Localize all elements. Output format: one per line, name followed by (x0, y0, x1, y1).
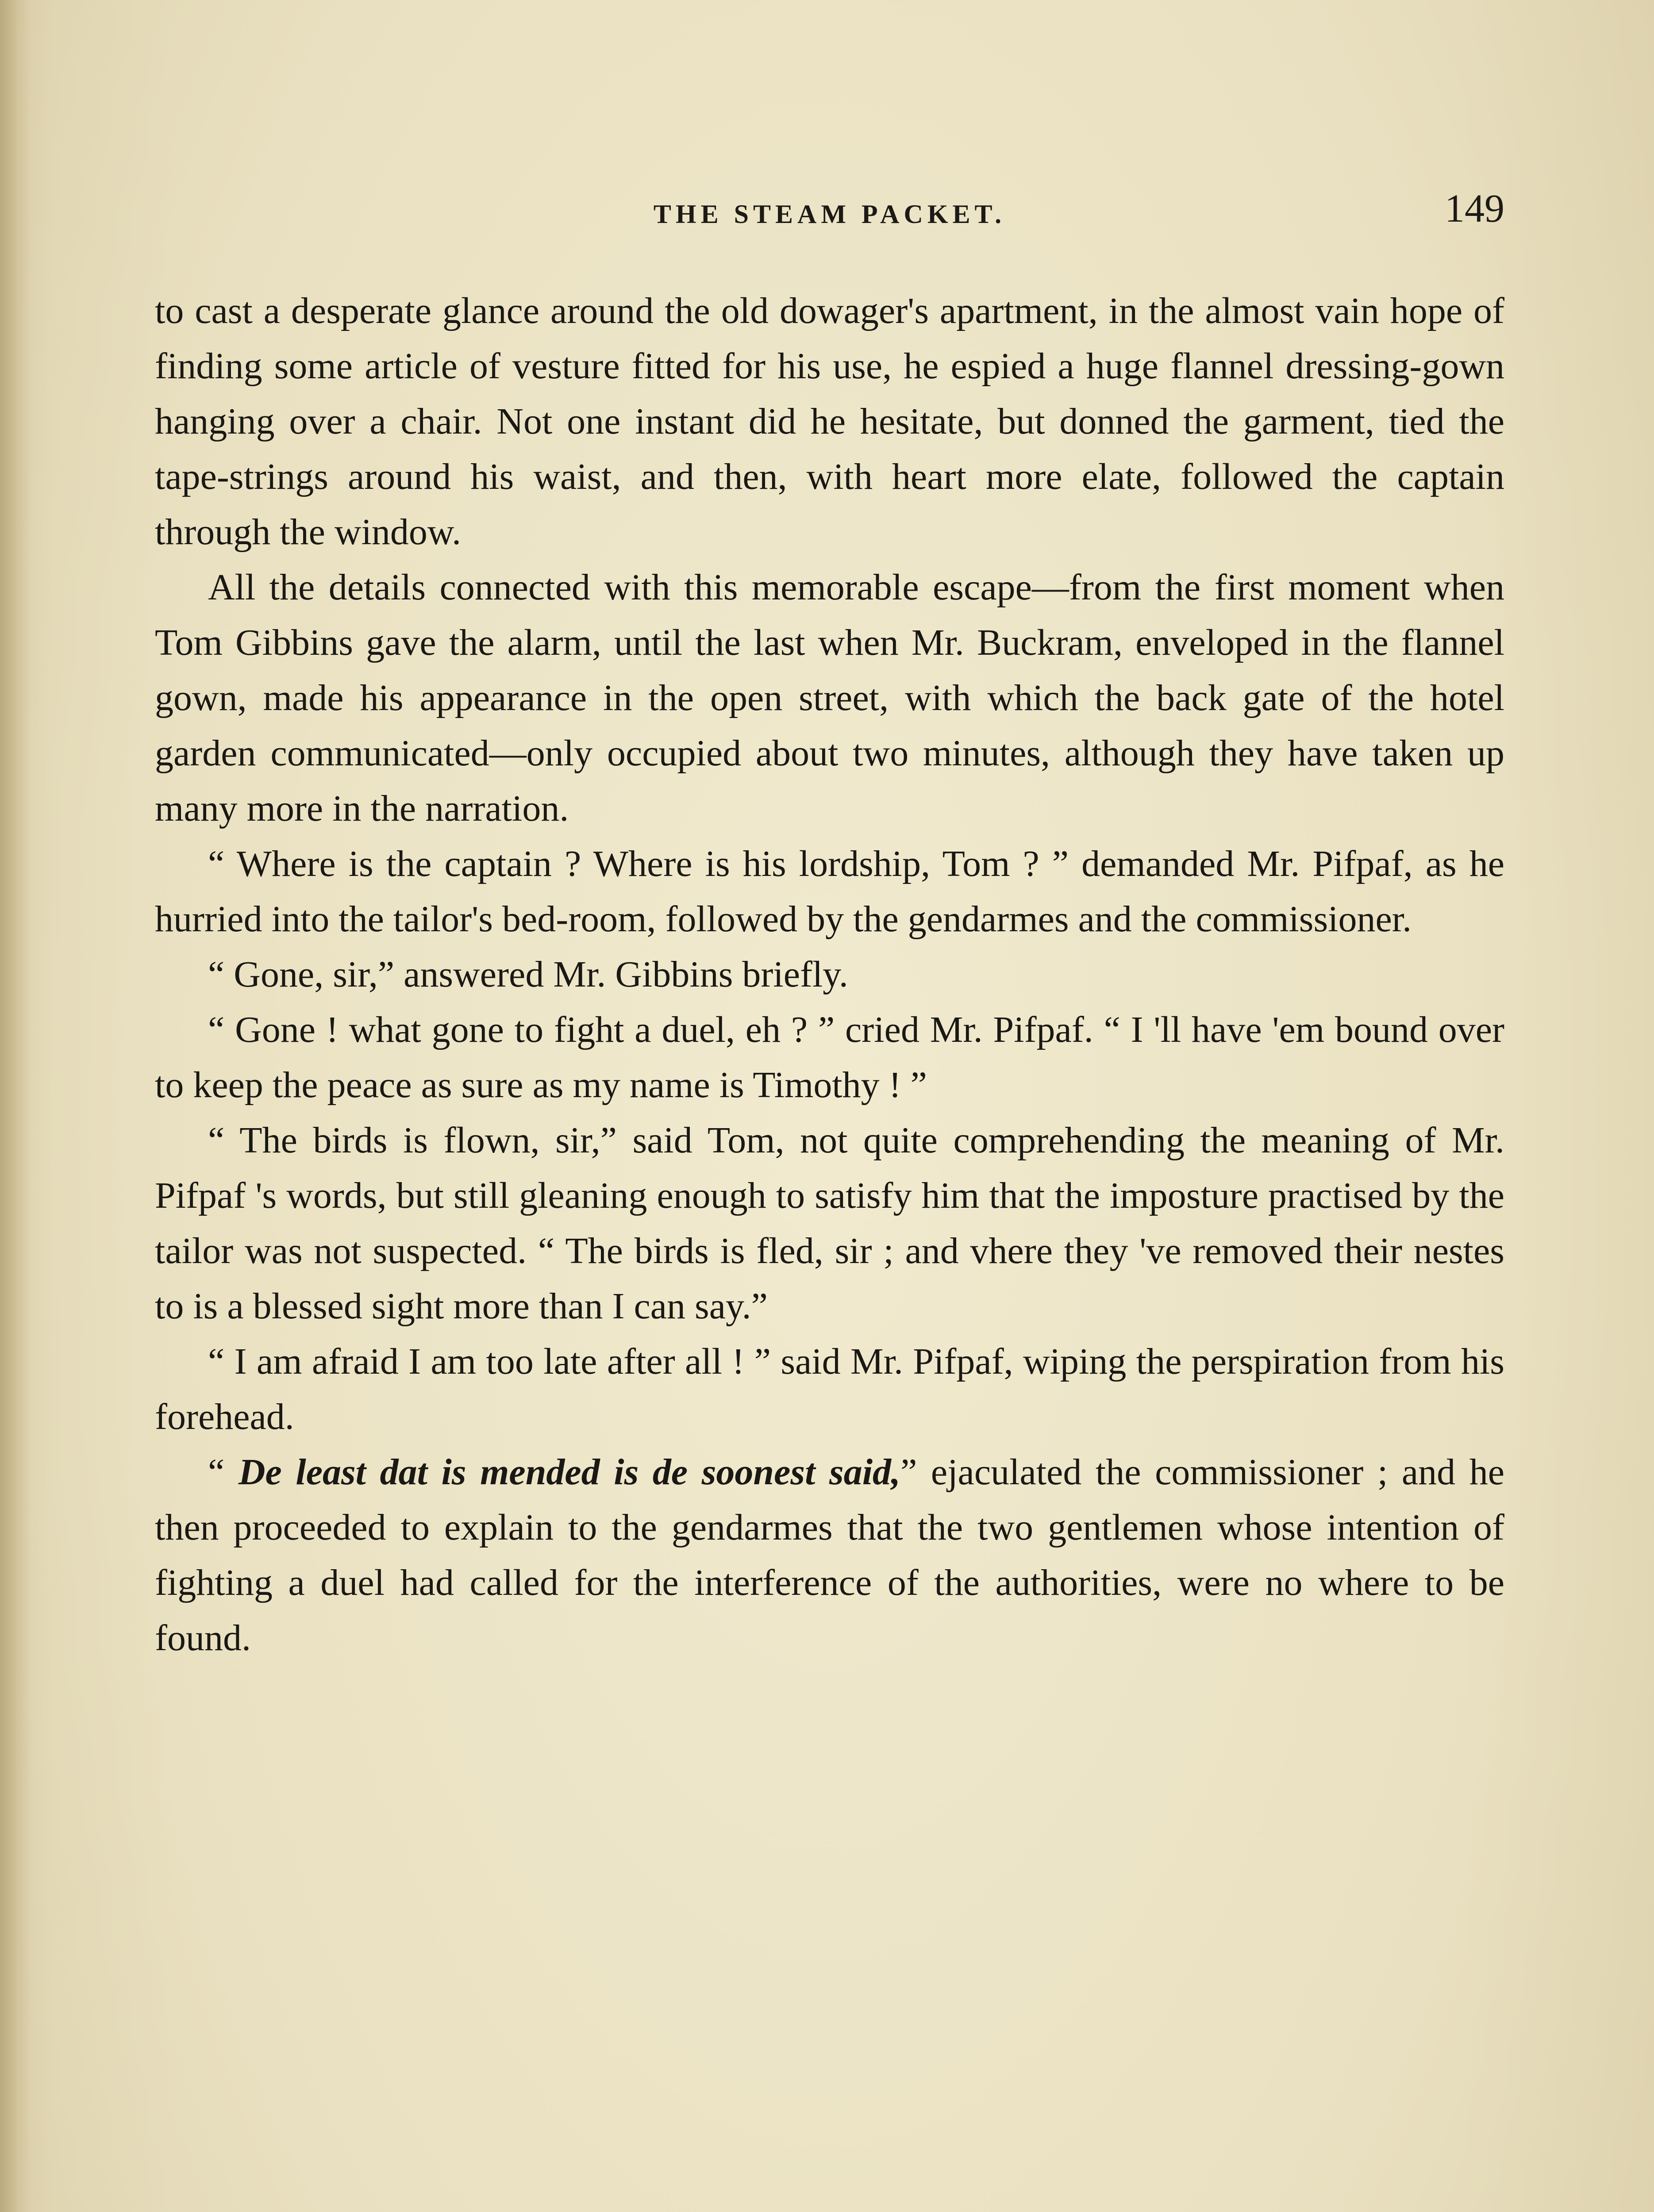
paragraph-7: “ I am afraid I am too late after all ! ” said Mr. Pifpaf, wiping the perspiration from his forehead. (155, 1341, 1504, 1437)
paragraph-8-text: ” ejaculated the commissioner ; and he then proceeded to explain to the gendarmes that the two gentlemen whose intention of fighting a duel had called for the interference of the authorities, were no where to be found. (155, 1452, 1504, 1659)
paragraph-8 (155, 1444, 1504, 1666)
paragraph-1: to cast a desperate glance around the old dowager's apartment, in the almost vain hope of finding some article of vesture fitted for his use, he espied a huge flannel dressing-gown hanging over a chair. Not one instant did he hesitate, but donned the garment, tied the tape-strings around his waist, and then, with heart more elate, followed the captain through the window. (155, 290, 1504, 553)
page-gutter-shadow (0, 0, 31, 2212)
italic-quotation: De least dat is mended is de soonest said, (238, 1452, 901, 1493)
paragraph-3: “ Where is the captain ? Where is his lordship, Tom ? ” demanded Mr. Pifpaf, as he hurried into the tailor's bed-room, followed by the gendarmes and the commissioner. (155, 843, 1504, 940)
paragraph-6: “ The birds is flown, sir,” said Tom, not quite comprehending the meaning of Mr. Pifpaf 's words, but still gleaning enough to satisfy him that the imposture practised by the tailor was not suspected. “ The birds is fled, sir ; and vhere they 've removed their nestes to is a blessed sight more than I can say.” (155, 1120, 1504, 1327)
page-number: 149 (1445, 187, 1504, 230)
paragraph-2: All the details connected with this memorable escape—from the first moment when Tom Gibbins gave the alarm, until the last when Mr. Buckram, enveloped in the flannel gown, made his appearance in the open street, with which the back gate of the hotel garden communicated—only occupied about two minutes, although they have taken up many more in the narration. (155, 567, 1504, 829)
paragraph-5: “ Gone ! what gone to fight a duel, eh ? ” cried Mr. Pifpaf. “ I 'll have 'em bound over to keep the peace as sure as my name is Timothy ! ” (155, 1009, 1504, 1106)
page-header (155, 186, 1504, 239)
quote-open: “ (208, 1452, 238, 1493)
paragraph-4: “ Gone, sir,” answered Mr. Gibbins briefly. (208, 954, 848, 995)
body-text (155, 283, 1504, 1666)
running-head: THE STEAM PACKET. (653, 200, 1006, 229)
